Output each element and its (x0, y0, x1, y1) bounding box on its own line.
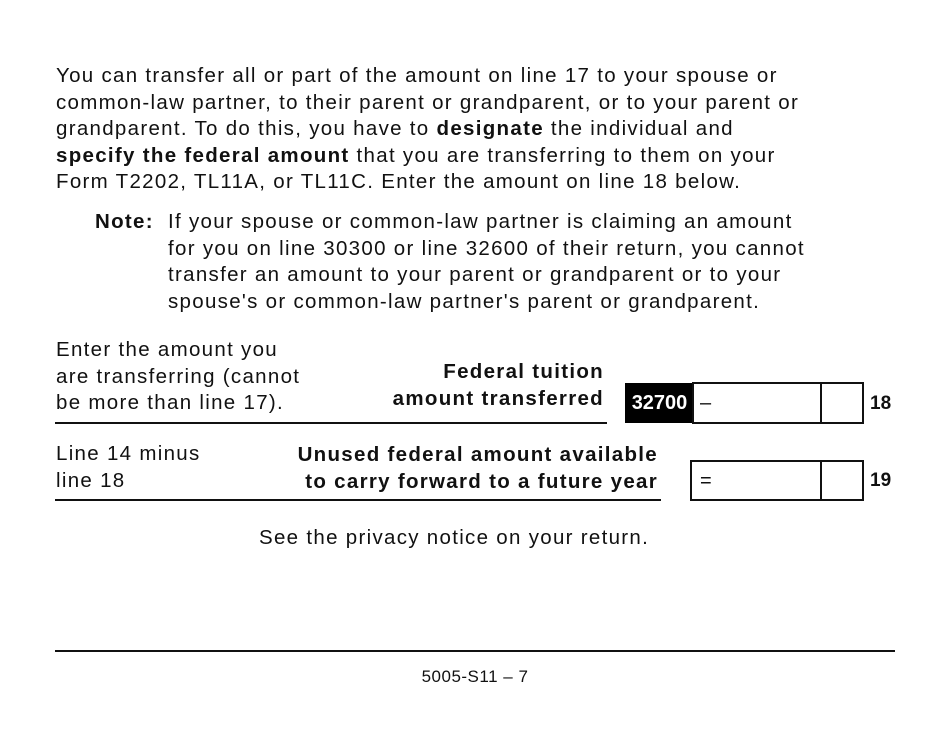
line19-label (298, 442, 658, 495)
line18-number: 18 (870, 393, 892, 414)
line18-desc-3: be more than line 17). (56, 391, 285, 414)
line18-label-1: Federal tuition (443, 360, 604, 383)
specify-amount-emphasis: specify the federal amount (56, 143, 350, 167)
note-line-2: for you on line 30300 or line 32600 of their return, you cannot (168, 236, 805, 260)
line19-number: 19 (870, 470, 892, 491)
line18-label (393, 359, 604, 412)
page-footer: 5005-S11 – 7 (421, 667, 529, 686)
line19-cents-field[interactable] (820, 460, 864, 501)
line19-underline (55, 499, 661, 501)
line19-desc-1: Line 14 minus (56, 442, 201, 465)
intro-line-3-start: grandparent. To do this, you have to (56, 117, 437, 140)
note-body (168, 209, 805, 315)
line19-label-2: to carry forward to a future year (305, 469, 658, 493)
intro-line-1: You can transfer all or part of the amount on line 17 to your spouse or (56, 64, 778, 87)
intro-paragraph (56, 63, 936, 196)
intro-line-2: common-law partner, to their parent or grandparent, or to your parent or (56, 90, 800, 114)
line19-amount-field[interactable] (690, 460, 822, 501)
line19-description (56, 441, 201, 494)
intro-line-5: Form T2202, TL11A, or TL11C. Enter the amount on line 18 below. (56, 170, 742, 193)
note-line-4: spouse's or common-law partner's parent or grandparent. (168, 289, 761, 313)
line18-minus-operator: – (700, 392, 712, 414)
intro-line-3-end: the individual and (543, 117, 734, 140)
line18-cents-field[interactable] (820, 382, 864, 424)
line18-desc-2: are transferring (cannot (56, 364, 301, 388)
line19-label-1: Unused federal amount available (297, 443, 658, 466)
line18-amount-field[interactable] (692, 382, 822, 424)
intro-line-3 (56, 116, 936, 143)
line18-code-badge: 32700 (625, 383, 694, 423)
intro-line-4 (56, 143, 936, 170)
line19-desc-2: line 18 (56, 468, 126, 492)
designate-emphasis: designate (436, 117, 544, 140)
note-label: Note: (95, 210, 154, 233)
line18-underline (55, 422, 607, 424)
footer-rule (55, 650, 895, 652)
note-line-1: If your spouse or common-law partner is claiming an amount (168, 210, 793, 233)
intro-line-4-end: that you are transferring to them on your (349, 143, 776, 167)
line18-label-2: amount transferred (392, 386, 604, 410)
line19-equals-operator: = (700, 470, 712, 492)
line18-desc-1: Enter the amount you (56, 338, 279, 361)
line18-description (56, 337, 300, 417)
note-line-3: transfer an amount to your parent or grandparent or to your (168, 263, 782, 286)
privacy-notice: See the privacy notice on your return. (259, 526, 650, 549)
